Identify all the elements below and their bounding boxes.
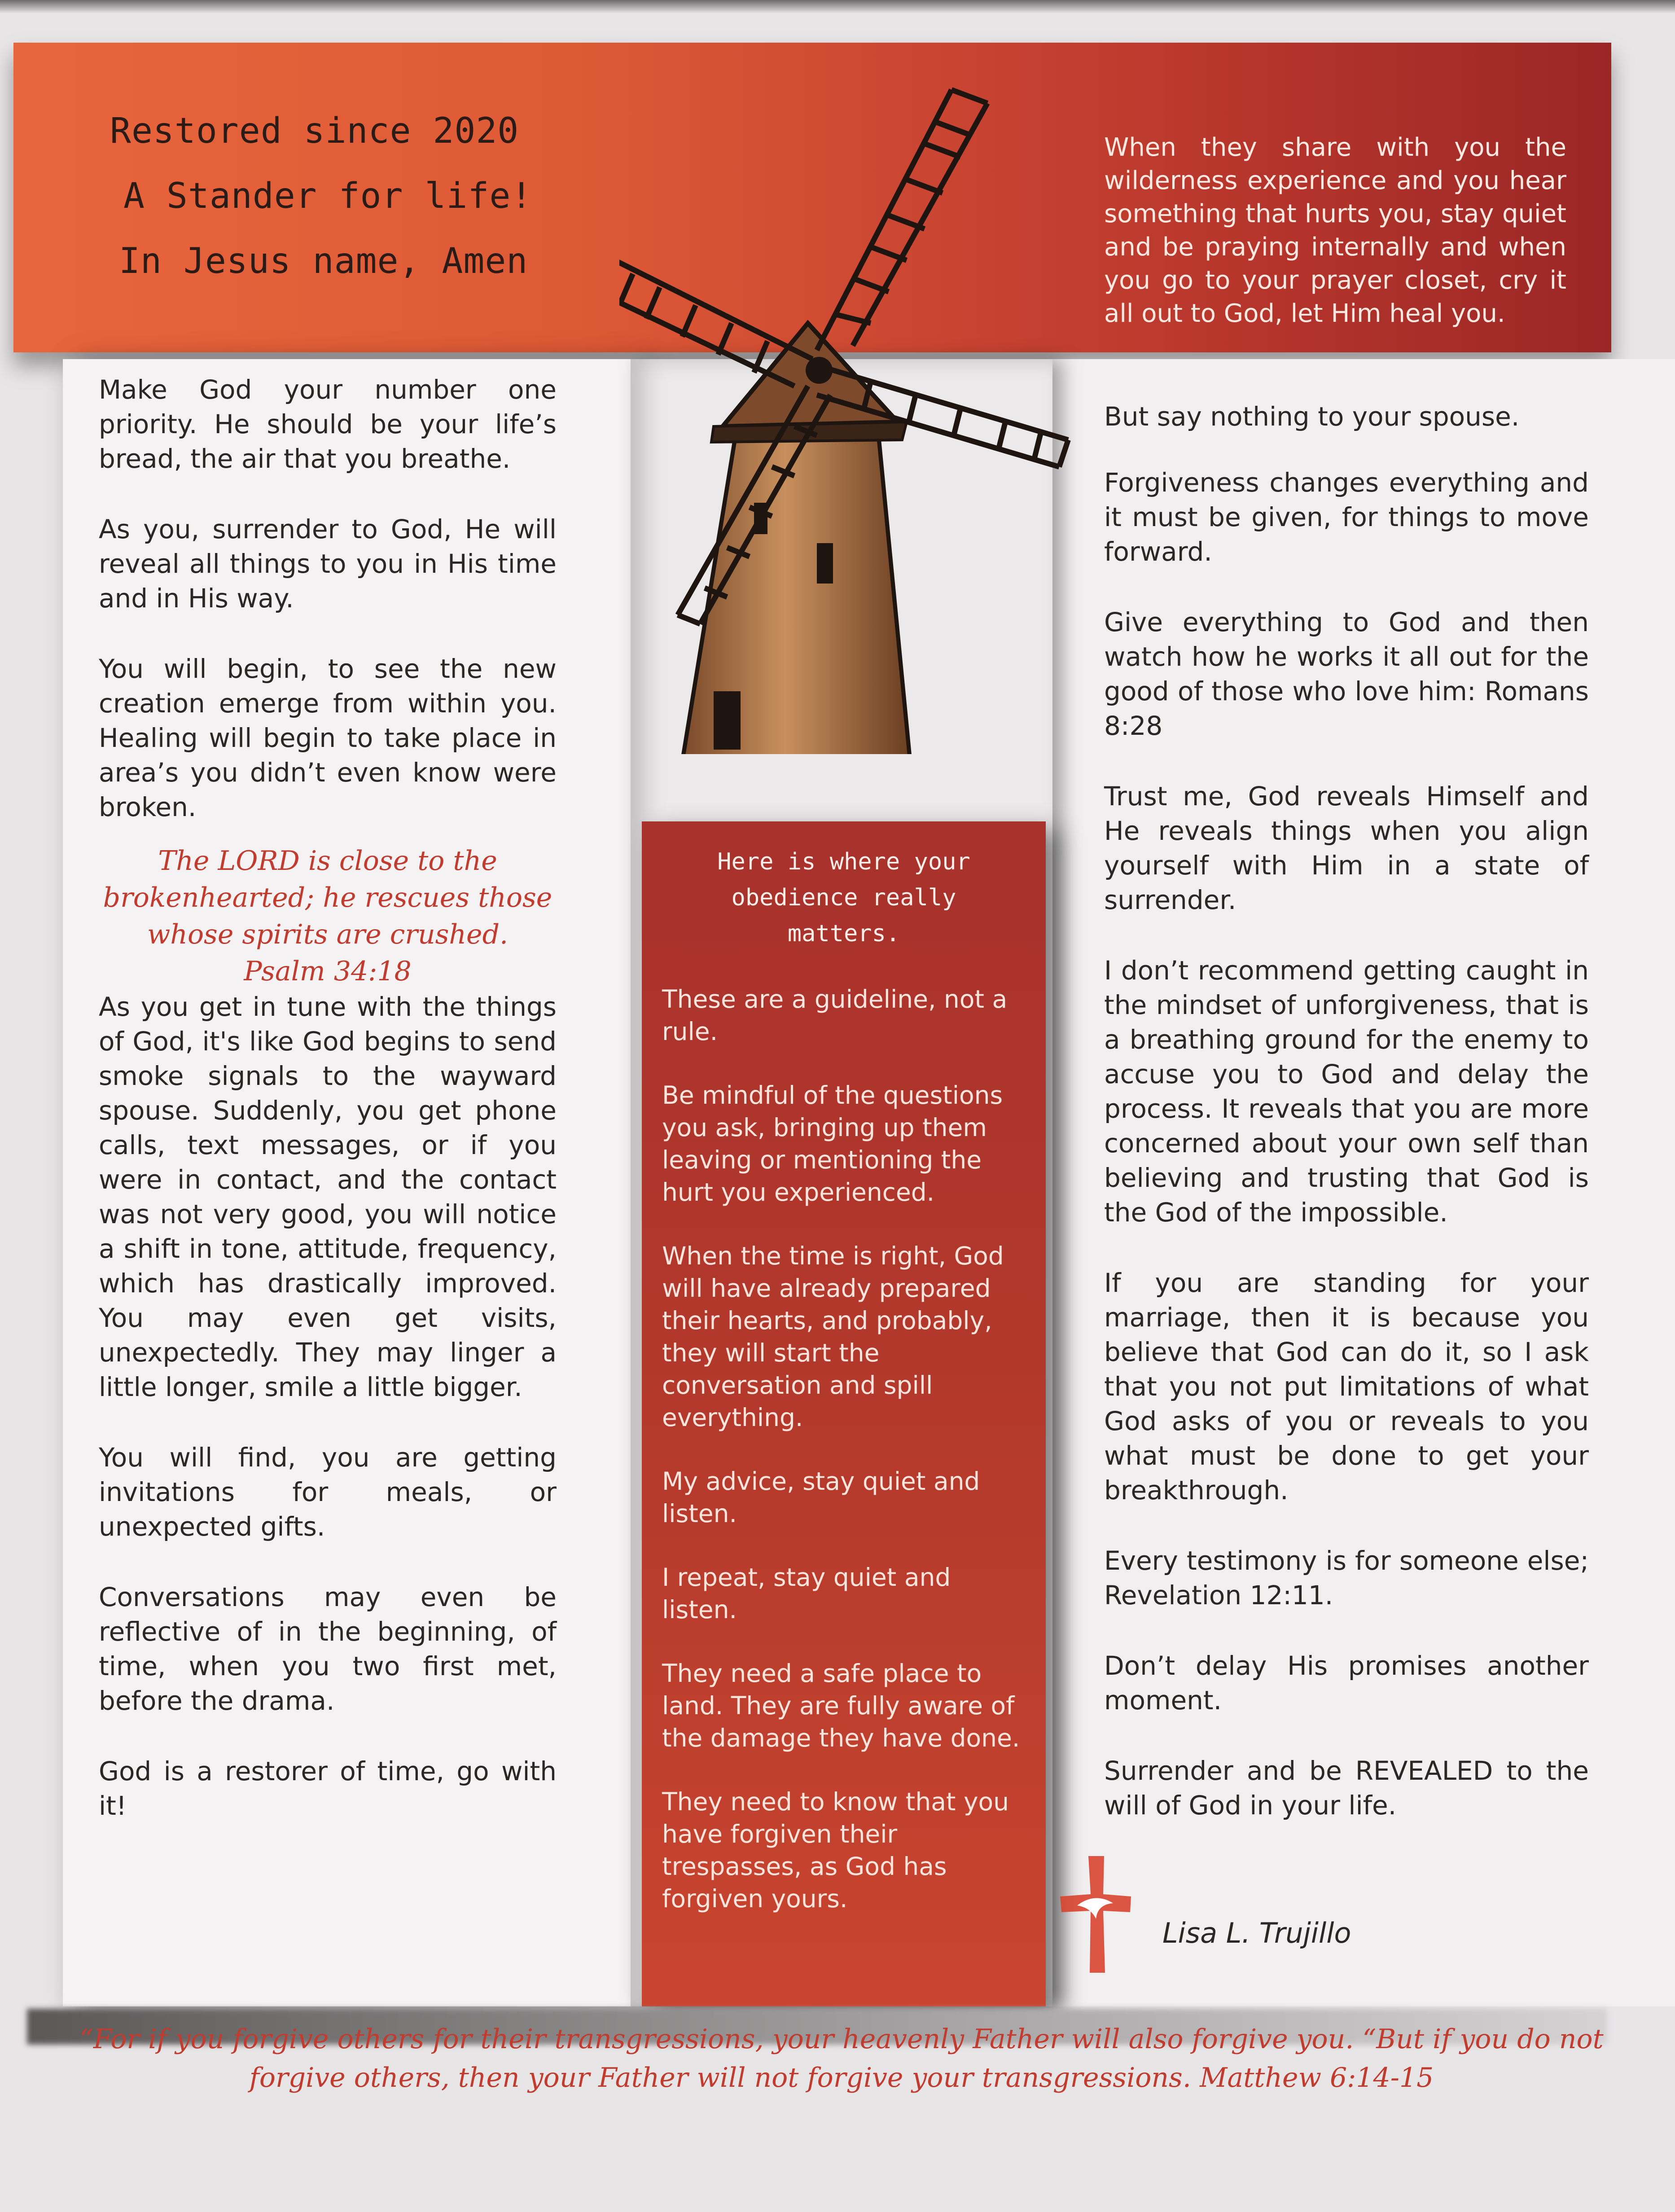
right-paragraph-1: But say nothing to your spouse.	[1104, 401, 1520, 432]
banner-line-1: Restored since 2020	[110, 111, 519, 151]
banner-paragraph: When they share with you the wilderness experience and you hear something that hurts you, stay quiet and be praying internally and when you go to your prayer closet, cry it all out to God, let Him heal you.	[1104, 133, 1566, 328]
callout-paragraph-4: My advice, stay quiet and listen.	[662, 1467, 980, 1528]
right-paragraph-3: Give everything to God and then watch how he works it all out for the good of those who love him: Romans 8:28	[1104, 607, 1589, 741]
right-paragraph-4: Trust me, God reveals Himself and He reveals things when you align yourself with Him in a state of surrender.	[1104, 781, 1589, 915]
obedience-callout-box	[642, 821, 1046, 2006]
right-paragraph-8: Don’t delay His promises another moment.	[1104, 1650, 1589, 1716]
cross-dove-icon	[1055, 1852, 1136, 1977]
callout-paragraph-2: Be mindful of the questions you ask, bringing up them leaving or mentioning the hurt you experienced.	[662, 1081, 1003, 1207]
windmill-illustration-icon	[619, 36, 1113, 754]
scripture-reference: Psalm 34:18	[244, 956, 412, 987]
right-paragraph-7: Every testimony is for someone else; Revelation 12:11.	[1104, 1545, 1589, 1611]
left-paragraph-6: Conversations may even be reflective of in the beginning, of time, when you two first met, before the drama.	[99, 1582, 557, 1716]
left-paragraph-7: God is a restorer of time, go with it!	[99, 1756, 557, 1821]
banner-line-2: A Stander for life!	[123, 176, 533, 216]
left-paragraph-5: You will find, you are getting invitations for meals, or unexpected gifts.	[99, 1442, 557, 1542]
right-paragraph-5: I don’t recommend getting caught in the mindset of unforgiveness, that is a breathing ground for the enemy to accuse you to God and delay the process. It reveals that you are more concerned about your own self than believing and trusting that God is the God of the impossible.	[1104, 955, 1589, 1228]
scripture-quote: The LORD is close to the brokenhearted; he rescues those whose spirits are crushed.	[103, 845, 552, 950]
banner-line-3: In Jesus name, Amen	[119, 241, 528, 281]
callout-paragraph-1: These are a guideline, not a rule.	[662, 985, 1008, 1046]
callout-body	[662, 983, 1030, 1946]
callout-paragraph-6: They need a safe place to land. They are fully aware of the damage they have done.	[662, 1659, 1020, 1752]
author-signature: Lisa L. Trujillo	[1162, 1917, 1351, 1949]
callout-paragraph-3: When the time is right, God will have already prepared their hearts, and probably, they will start the conversation and spill everything.	[662, 1242, 1004, 1432]
footer-scripture: “For if you forgive others for their transgressions, your heavenly Father will also forgive you. “But if you do not forgive others, then your Father will not forgive your transgressions. Matthew 6:14-15	[79, 2023, 1604, 2094]
left-paragraph-4: As you get in tune with the things of God, it's like God begins to send smoke signals to the wayward spouse. Suddenly, you get phone calls, text messages, or if you were in contact, and the contact was not very good, you will notice a shift in tone, attitude, frequency, which has drastically improved. You may even get visits, unexpectedly. They may linger a little longer, smile a little bigger.	[99, 992, 557, 1402]
left-paragraph-3: You will begin, to see the new creation emerge from within you. Healing will begin to take place in area’s you didn’t even know were broken.	[99, 654, 557, 822]
banner-tagline	[110, 99, 532, 294]
left-paragraph-1: Make God your number one priority. He should be your life’s bread, the air that you breathe.	[99, 374, 557, 474]
right-paragraph-6: If you are standing for your marriage, then it is because you believe that God can do it, so I ask that you not put limitations of what God asks of you or reveals to you what must be done to get your breakthrough.	[1104, 1268, 1589, 1505]
right-paragraph-9: Surrender and be REVEALED to the will of God in your life.	[1104, 1756, 1589, 1821]
callout-heading: Here is where your obedience really matters.	[717, 848, 970, 947]
callout-paragraph-7: They need to know that you have forgiven their trespasses, as God has forgiven yours.	[662, 1787, 1009, 1913]
right-paragraph-2: Forgiveness changes everything and it must be given, for things to move forward.	[1104, 467, 1589, 567]
left-column-text	[99, 373, 557, 1859]
page-top-shadow	[0, 0, 1675, 13]
callout-paragraph-5: I repeat, stay quiet and listen.	[662, 1563, 951, 1624]
left-paragraph-2: As you, surrender to God, He will reveal all things to you in His time and in His way.	[99, 514, 557, 614]
right-column-text	[1104, 399, 1589, 1859]
